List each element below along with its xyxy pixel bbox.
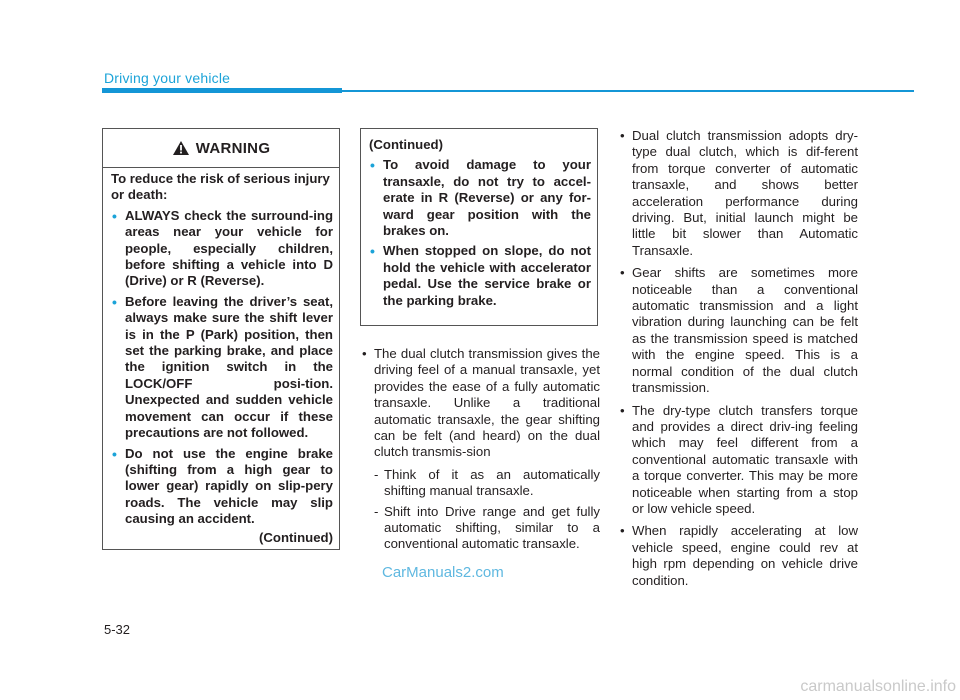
continued-bullet: • When stopped on slope, do not hold the vehicle with accelerator pedal. Use the service brake or the parking brake. (369, 243, 591, 309)
header-rule-thick (102, 88, 342, 93)
sub-item: - Think of it as an automatically shifting manual transaxle. (360, 467, 600, 500)
page-number: 5-32 (104, 622, 131, 637)
warning-intro: To reduce the risk of serious injury or death: (111, 171, 330, 203)
warning-header (103, 129, 339, 167)
warning-triangle-icon (172, 140, 190, 156)
list-item: • Gear shifts are sometimes more noticeable than a conventional automatic transmission and a light vibration during launching can be felt as the transmission speed is matched with the engine speed. This is a normal condition of the dual clutch transmission. (618, 265, 858, 396)
section-title: Driving your vehicle (104, 70, 231, 86)
middle-column-text (360, 346, 600, 553)
continued-warning-box (360, 128, 598, 326)
continued-body (369, 137, 591, 309)
list-item: • When rapidly accelerating at low vehicle speed, engine could rev at high rpm depending on vehicle drive condition. (618, 523, 858, 589)
warning-body (111, 171, 333, 546)
warning-bullet: • ALWAYS check the surround-ing areas near your vehicle for people, especially children, before shifting a vehicle into D (Drive) or R (Reverse). (111, 208, 333, 290)
list-item: • The dry-type clutch transfers torque and provides a direct driv-ing feeling which may feel different from a conventional automatic transaxle with a torque converter. This may be more noticeable when starting from a stop or low vehicle speed. (618, 403, 858, 518)
warning-bullet: • Do not use the engine brake (shifting from a high gear to lower gear) rapidly on slip-pery roads. The vehicle may slip causing an accident. (111, 446, 333, 528)
site-watermark: carmanualsonline.info (800, 678, 956, 695)
warning-box (102, 128, 340, 550)
list-item: • The dual clutch transmission gives the driving feel of a manual transaxle, yet provides the ease of a fully automatic transaxle. Unlike a traditional automatic transaxle, the gear shifting can be felt (and heard) on the dual clutch transmis-sion (360, 346, 600, 461)
sub-item: - Shift into Drive range and get fully automatic shifting, similar to a conventional automatic transaxle. (360, 504, 600, 553)
header-rule-thin (342, 90, 914, 92)
list-item: • Dual clutch transmission adopts dry-type dual clutch, which is dif-ferent from torque converter of automatic transaxle, and shows better acceleration performance during driving. But, initial launch might be little bit slower than Automatic Transaxle. (618, 128, 858, 259)
right-column-text (618, 128, 858, 595)
continued-bullet: • To avoid damage to your transaxle, do not try to accel-erate in R (Reverse) or any for-ward gear position with the brakes on. (369, 157, 591, 239)
warning-divider (103, 167, 339, 168)
warning-bullet: • Before leaving the driver’s seat, always make sure the shift lever is in the P (Park) position, then set the parking brake, and place the ignition switch in the LOCK/OFF posi-tion. Unexpected and sudden vehicle movement can occur if these precautions are not followed. (111, 294, 333, 442)
continued-heading: (Continued) (369, 137, 443, 152)
watermark-link[interactable]: CarManuals2.com (382, 564, 504, 581)
warning-continued: (Continued) (259, 529, 333, 545)
warning-label: WARNING (195, 139, 271, 157)
